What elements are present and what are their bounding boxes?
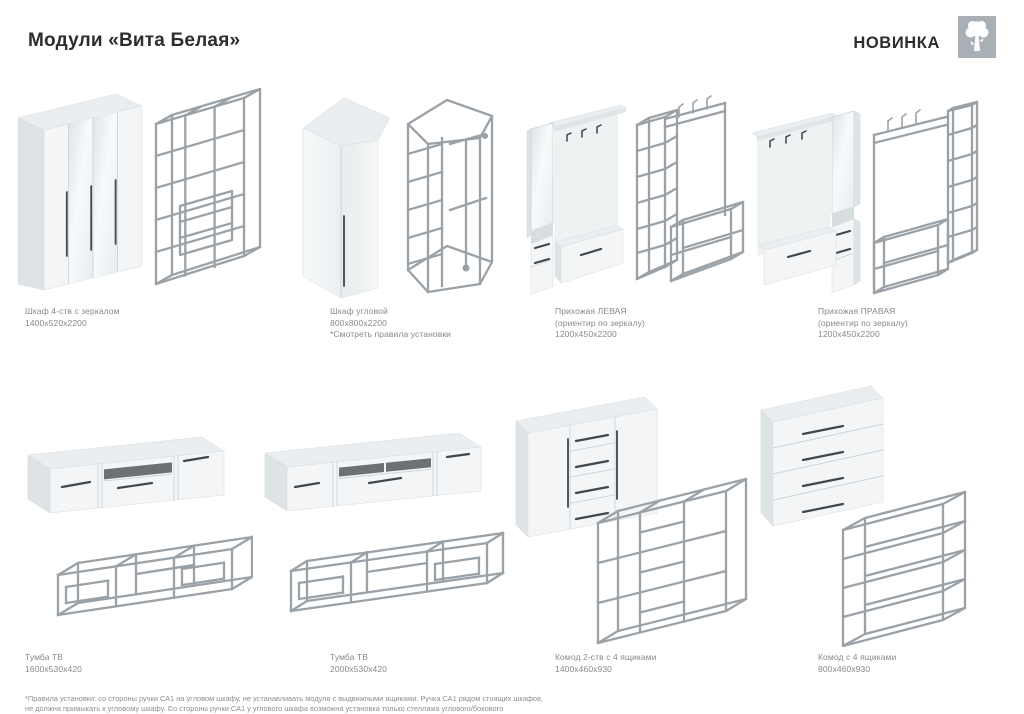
- brand-logo: [958, 16, 996, 58]
- tv-stand-1600-frame: [58, 537, 252, 615]
- wardrobe-4door-solid: [18, 94, 142, 290]
- product-dims: 800x460x930: [818, 663, 871, 674]
- product-card-hallway-left: [525, 95, 745, 300]
- product-caption-chest-2door: [555, 652, 657, 675]
- hallway-right-frame: [874, 102, 977, 293]
- product-caption-hallway-left: [555, 306, 645, 341]
- product-dims: 1600x530x420: [25, 663, 82, 674]
- novelty-badge: НОВИНКА: [853, 34, 940, 52]
- mirror-panel: [832, 111, 854, 214]
- wardrobe-4door-illustration: [18, 88, 273, 300]
- tv-stand-1600-illustration: [18, 425, 253, 645]
- product-dims: 2000x530x420: [330, 663, 387, 674]
- chest-2door-illustration: [512, 395, 752, 645]
- footnote-line-1: *Правила установки: со стороны ручки СА1 на угловом шкафу, не устанавливать модуля с выдвижными ящиками. Ручка СА1 рядом стоящих шкафов,: [25, 694, 544, 703]
- product-dims: 1400x460x930: [555, 663, 612, 674]
- product-name: Тумба ТВ: [25, 652, 64, 662]
- tv-stand-2000-frame: [291, 533, 503, 611]
- chest-4drawer-solid: [761, 386, 883, 526]
- product-subtitle: (ориентир по зеркалу): [555, 317, 645, 328]
- hallway-right-illustration: [750, 95, 980, 295]
- product-card-corner-wardrobe: [300, 88, 505, 305]
- product-caption-tv-stand-1600: [25, 652, 82, 675]
- product-name: Прихожая ПРАВАЯ: [818, 306, 896, 316]
- mirror-panel-left: [69, 118, 94, 284]
- clothes-rail-end: [482, 133, 488, 139]
- tv-stand-2000-illustration: [255, 425, 505, 645]
- hallway-left-illustration: [525, 95, 745, 295]
- product-card-wardrobe-4door: [18, 88, 273, 305]
- product-note: *Смотреть правила установки: [330, 329, 451, 339]
- product-card-tv-stand-2000: [255, 425, 505, 650]
- product-name: Тумба ТВ: [330, 652, 369, 662]
- footnote-line-2: не должна примыкать к угловому шкафу. Со стороны ручки СА1 у углового шкафа возможна установка только стеллажа углового/бокового: [25, 703, 504, 713]
- hallway-left-frame: [637, 96, 743, 281]
- page-title: Модули «Вита Белая»: [28, 30, 241, 51]
- hallway-left-solid: [527, 105, 626, 294]
- product-name: Прихожая ЛЕВАЯ: [555, 306, 627, 316]
- product-card-chest-4drawer: [755, 382, 980, 652]
- wardrobe-4door-frame: [156, 89, 260, 284]
- corner-wardrobe-illustration: [300, 88, 505, 300]
- mirror-panel-right: [93, 112, 118, 278]
- hallway-right-solid: [752, 111, 860, 293]
- product-subtitle: (ориентир по зеркалу): [818, 317, 908, 328]
- product-card-hallway-right: [750, 95, 980, 300]
- product-name: Шкаф угловой: [330, 306, 388, 316]
- chest-2door-solid: [516, 397, 657, 537]
- product-dims: 1400x520x2200: [25, 317, 87, 328]
- product-caption-chest-4drawer: [818, 652, 896, 675]
- product-caption-corner-wardrobe: [330, 306, 451, 341]
- installation-rules-footnote: [25, 694, 715, 713]
- product-caption-tv-stand-2000: [330, 652, 387, 675]
- mirror-panel: [531, 123, 553, 231]
- chest-4drawer-frame: [843, 492, 965, 646]
- product-card-chest-2door: [512, 395, 752, 650]
- corner-wardrobe-frame: [408, 100, 492, 292]
- tv-stand-1600-solid: [28, 437, 224, 513]
- product-caption-hallway-right: [818, 306, 908, 341]
- product-name: Комод 2-ств с 4 ящиками: [555, 652, 657, 662]
- product-card-tv-stand-1600: [18, 425, 253, 650]
- product-name: Комод с 4 ящиками: [818, 652, 897, 662]
- product-dims: 1200x450x2200: [555, 329, 617, 339]
- tv-stand-2000-solid: [265, 433, 481, 511]
- product-name: Шкаф 4-ств с зеркалом: [25, 306, 120, 316]
- corner-wardrobe-solid: [303, 98, 390, 298]
- product-dims: 1200x450x2200: [818, 329, 880, 339]
- product-dims: 800x800x2200: [330, 317, 387, 328]
- product-caption-wardrobe-4door: [25, 306, 120, 329]
- chest-4drawer-illustration: [755, 382, 980, 647]
